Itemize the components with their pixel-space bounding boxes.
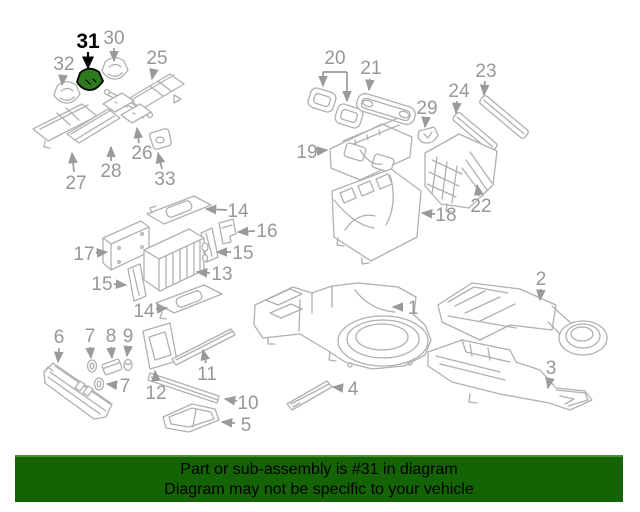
callout-27 bbox=[65, 153, 86, 194]
part-4-drawing bbox=[287, 381, 332, 410]
callout-15-left bbox=[91, 274, 126, 295]
part-label-5: 5 bbox=[240, 415, 252, 436]
banner-line-1: Part or sub-assembly is #31 in diagram bbox=[180, 461, 458, 478]
part-11-drawing bbox=[172, 329, 235, 365]
callout-19 bbox=[296, 142, 327, 163]
part-label-6: 6 bbox=[53, 327, 65, 348]
part-25-drawing bbox=[128, 74, 184, 109]
part-label-12: 12 bbox=[145, 383, 167, 404]
callout-14-top bbox=[206, 201, 249, 222]
part-label-20: 20 bbox=[324, 48, 346, 69]
part-33-drawing bbox=[150, 129, 172, 149]
part-label-7: 7 bbox=[84, 326, 96, 347]
part-16-drawing bbox=[219, 219, 236, 244]
callout-28 bbox=[100, 147, 121, 182]
callout-11 bbox=[197, 350, 217, 385]
part-19-drawing bbox=[330, 119, 412, 180]
part-9-drawing bbox=[124, 360, 132, 371]
callout-16 bbox=[238, 221, 278, 242]
callout-5 bbox=[222, 415, 251, 436]
part-7-lower-drawing bbox=[95, 378, 104, 390]
part-label-15: 15 bbox=[232, 243, 254, 264]
callout-29 bbox=[416, 98, 437, 127]
part-label-18: 18 bbox=[435, 205, 457, 226]
callout-6 bbox=[54, 327, 65, 362]
banner-line-2: Diagram may not be specific to your vehicle bbox=[164, 481, 474, 498]
callout-2 bbox=[536, 269, 547, 300]
part-label-23: 23 bbox=[475, 61, 497, 82]
part-label-8: 8 bbox=[105, 326, 117, 347]
part-label-24: 24 bbox=[448, 81, 470, 102]
part-8-drawing bbox=[102, 359, 123, 375]
part-label-9: 9 bbox=[122, 326, 134, 347]
part-23-drawing bbox=[479, 95, 530, 140]
callout-25 bbox=[146, 48, 167, 79]
part-14-bottom-drawing bbox=[156, 285, 222, 319]
callout-33 bbox=[154, 153, 175, 190]
part-label-32: 32 bbox=[53, 54, 75, 75]
part-label-16: 16 bbox=[256, 221, 278, 242]
part-label-3: 3 bbox=[545, 358, 557, 379]
part-12-drawing bbox=[143, 323, 177, 369]
part-17-drawing bbox=[103, 221, 149, 270]
part-label-7-lower: 7 bbox=[119, 376, 131, 397]
part-label-4: 4 bbox=[347, 379, 359, 400]
part-21-drawing bbox=[355, 92, 418, 127]
part-label-26: 26 bbox=[131, 143, 153, 164]
callout-9 bbox=[123, 326, 134, 356]
part-1-drawing bbox=[254, 283, 431, 369]
callout-21 bbox=[360, 58, 381, 90]
part-label-19: 19 bbox=[296, 142, 318, 163]
diagram-note-banner bbox=[15, 455, 623, 502]
part-label-33: 33 bbox=[154, 169, 176, 190]
part-label-11: 11 bbox=[197, 364, 217, 385]
callout-32 bbox=[53, 54, 74, 85]
callout-15-right bbox=[217, 243, 254, 264]
part-13-drawing bbox=[144, 229, 208, 291]
callout-26 bbox=[131, 128, 152, 164]
part-label-25: 25 bbox=[146, 48, 168, 69]
part-label-28: 28 bbox=[100, 161, 122, 182]
part-label-2: 2 bbox=[535, 269, 547, 290]
part-29-drawing bbox=[418, 127, 438, 143]
part-label-29: 29 bbox=[416, 98, 438, 119]
callout-31-highlighted bbox=[76, 30, 100, 68]
part-15-left-drawing bbox=[128, 264, 146, 301]
part-label-31: 31 bbox=[76, 30, 100, 53]
part-label-21: 21 bbox=[360, 58, 382, 79]
callout-7-upper bbox=[85, 326, 96, 358]
part-31-drawing bbox=[77, 69, 103, 90]
callout-4 bbox=[333, 379, 359, 400]
part-18-drawing bbox=[332, 169, 421, 264]
part-label-1: 1 bbox=[407, 298, 419, 319]
part-6-drawing bbox=[44, 363, 112, 419]
part-label-15-left: 15 bbox=[91, 274, 113, 295]
part-label-10: 10 bbox=[237, 393, 259, 414]
part-label-14: 14 bbox=[227, 201, 249, 222]
part-label-14-bottom: 14 bbox=[133, 301, 155, 322]
part-label-30: 30 bbox=[103, 28, 125, 49]
part-label-17: 17 bbox=[73, 244, 95, 265]
part-7-upper-drawing bbox=[88, 360, 97, 372]
callout-7-lower bbox=[107, 376, 130, 397]
part-5-drawing bbox=[163, 404, 219, 432]
callout-18 bbox=[422, 205, 457, 226]
callout-17 bbox=[73, 244, 107, 265]
part-14-top-drawing bbox=[147, 196, 211, 224]
part-label-27: 27 bbox=[65, 173, 87, 194]
callout-30 bbox=[103, 28, 124, 61]
callout-24 bbox=[448, 81, 470, 113]
part-30-drawing bbox=[102, 58, 128, 79]
callout-10 bbox=[225, 393, 259, 414]
part-label-13: 13 bbox=[211, 264, 233, 285]
callout-23 bbox=[475, 61, 496, 95]
callout-8 bbox=[106, 326, 117, 358]
part-20-drawing bbox=[307, 86, 365, 129]
part-label-22: 22 bbox=[470, 196, 492, 217]
part-32-drawing bbox=[54, 82, 80, 103]
